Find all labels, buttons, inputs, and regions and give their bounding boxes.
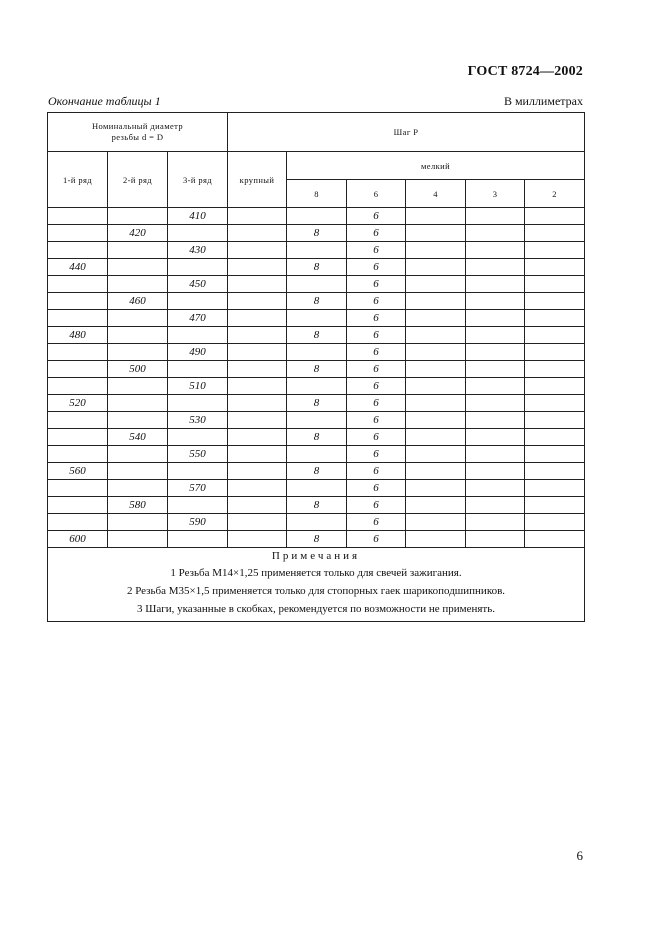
table-cell [228, 531, 287, 548]
table-row [48, 395, 585, 412]
table-cell [48, 429, 108, 446]
table-cell [48, 344, 108, 361]
table-cell: 8 [287, 361, 347, 378]
table-cell [168, 463, 228, 480]
table-cell [168, 259, 228, 276]
table-cell [287, 242, 347, 259]
col-header-row2: 2-й ряд [108, 152, 168, 208]
table-cell: 6 [347, 344, 406, 361]
table-cell: 460 [108, 293, 168, 310]
table-cell [228, 429, 287, 446]
table-cell [228, 276, 287, 293]
table-cell: 6 [347, 293, 406, 310]
page-number: 6 [576, 848, 583, 863]
table-row [48, 242, 585, 259]
table-row [48, 327, 585, 344]
table-row [48, 361, 585, 378]
table-row [48, 293, 585, 310]
table-cell [525, 395, 585, 412]
table-cell: 6 [347, 531, 406, 548]
table-cell [108, 395, 168, 412]
table-row [48, 412, 585, 429]
table-cell: 8 [287, 225, 347, 242]
table-cell [466, 412, 525, 429]
table-cell: 490 [168, 344, 228, 361]
table-cell [287, 446, 347, 463]
table-cell: 440 [48, 259, 108, 276]
table-cell [466, 225, 525, 242]
table-body [48, 208, 585, 622]
document-code: ГОСТ 8724—2002 [467, 64, 583, 79]
table-cell: 500 [108, 361, 168, 378]
table-cell [406, 327, 466, 344]
table-cell: 570 [168, 480, 228, 497]
table-cell [108, 327, 168, 344]
table-cell [228, 480, 287, 497]
table-cell: 430 [168, 242, 228, 259]
table-cell [228, 242, 287, 259]
table-cell [525, 429, 585, 446]
table-cell [525, 463, 585, 480]
table-cell [466, 242, 525, 259]
units-caption: В миллиметрах [503, 94, 583, 108]
table-cell: 470 [168, 310, 228, 327]
table-cell: 6 [347, 225, 406, 242]
table-cell [228, 310, 287, 327]
table-cell [406, 395, 466, 412]
table-cell [406, 412, 466, 429]
table-cell [525, 497, 585, 514]
table-cell [48, 310, 108, 327]
table-cell [525, 531, 585, 548]
table-cell [287, 514, 347, 531]
col-header-coarse: крупный [228, 152, 287, 208]
table-cell [48, 514, 108, 531]
table-cell: 6 [347, 463, 406, 480]
table-cell: 6 [347, 429, 406, 446]
table-cell: 520 [48, 395, 108, 412]
table-cell [406, 463, 466, 480]
table-cell [466, 344, 525, 361]
table-row [48, 531, 585, 548]
table-cell [228, 259, 287, 276]
note-1: 1 Резьба М14×1,25 применяется только для свечей зажигания. [170, 567, 462, 579]
table-cell [466, 531, 525, 548]
notes-cell [48, 548, 585, 622]
table-cell [228, 208, 287, 225]
table-cell [108, 344, 168, 361]
table-row [48, 225, 585, 242]
table-cell: 6 [347, 446, 406, 463]
note-3: 3 Шаги, указанные в скобках, рекомендуется по возможности не применять. [137, 603, 496, 615]
table-cell [168, 327, 228, 344]
table-row [48, 429, 585, 446]
table-cell [228, 293, 287, 310]
table-cell [525, 225, 585, 242]
table-cell [228, 361, 287, 378]
table-cell [228, 463, 287, 480]
table-cell [525, 293, 585, 310]
table-cell [108, 446, 168, 463]
table-cell [168, 293, 228, 310]
table-cell [525, 412, 585, 429]
table-cell: 8 [287, 429, 347, 446]
table-cell [228, 344, 287, 361]
table-cell [466, 395, 525, 412]
table-cell [466, 446, 525, 463]
nominal-diameter-header-line1: Номинальный диаметр [91, 121, 184, 131]
table-cell [48, 293, 108, 310]
table-cell [525, 344, 585, 361]
table-cell [108, 208, 168, 225]
col-header-fine-4: 4 [406, 180, 466, 208]
table-cell [168, 395, 228, 412]
table-cell: 6 [347, 412, 406, 429]
table-cell [466, 310, 525, 327]
thread-pitch-table [47, 112, 585, 622]
table-cell [108, 480, 168, 497]
table-cell [48, 480, 108, 497]
table-cell: 6 [347, 310, 406, 327]
table-cell [48, 225, 108, 242]
table-cell [48, 361, 108, 378]
col-header-row1: 1-й ряд [48, 152, 108, 208]
table-cell [228, 225, 287, 242]
table-cell [287, 310, 347, 327]
table-cell [525, 310, 585, 327]
table-cell [168, 429, 228, 446]
table-caption: Окончание таблицы 1 [48, 94, 161, 108]
table-cell [525, 514, 585, 531]
col-header-fine-6: 6 [347, 180, 406, 208]
table-cell [525, 480, 585, 497]
table-cell [168, 531, 228, 548]
table-cell [406, 497, 466, 514]
table-row [48, 208, 585, 225]
table-cell [48, 208, 108, 225]
pitch-header: Шаг P [228, 113, 585, 152]
table-cell [228, 446, 287, 463]
table-row [48, 259, 585, 276]
table-cell [406, 344, 466, 361]
table-row [48, 310, 585, 327]
col-header-fine-2: 2 [525, 180, 585, 208]
table-cell [525, 327, 585, 344]
table-row [48, 446, 585, 463]
table-cell [108, 531, 168, 548]
table-cell [406, 531, 466, 548]
table-cell [108, 310, 168, 327]
nominal-diameter-header [48, 113, 228, 152]
table-cell [108, 259, 168, 276]
table-cell: 410 [168, 208, 228, 225]
table-cell [228, 497, 287, 514]
table-row [48, 344, 585, 361]
table-cell [228, 412, 287, 429]
table-cell: 530 [168, 412, 228, 429]
table-cell: 8 [287, 293, 347, 310]
table-cell: 6 [347, 259, 406, 276]
table-cell [406, 446, 466, 463]
table-cell: 8 [287, 497, 347, 514]
table-cell [466, 293, 525, 310]
table-cell: 8 [287, 395, 347, 412]
table-cell: 6 [347, 395, 406, 412]
table-cell [48, 446, 108, 463]
table-cell [228, 378, 287, 395]
table-cell [406, 429, 466, 446]
table-cell: 8 [287, 327, 347, 344]
table-cell [466, 276, 525, 293]
table-cell [287, 378, 347, 395]
table-cell [525, 259, 585, 276]
table-cell [406, 480, 466, 497]
table-cell [525, 361, 585, 378]
table-cell [525, 208, 585, 225]
table-cell: 6 [347, 514, 406, 531]
table-cell: 6 [347, 480, 406, 497]
table-cell [406, 514, 466, 531]
table-cell [466, 361, 525, 378]
table-cell [168, 225, 228, 242]
table-cell [406, 276, 466, 293]
table-cell: 8 [287, 463, 347, 480]
table-cell [168, 361, 228, 378]
note-2: 2 Резьба М35×1,5 применяется только для стопорных гаек шарикоподшипников. [126, 585, 506, 597]
table-cell [108, 378, 168, 395]
table-row [48, 497, 585, 514]
table-cell [525, 276, 585, 293]
notes-title: Примечания [271, 550, 361, 562]
table-cell [287, 412, 347, 429]
table-cell [108, 463, 168, 480]
table-cell [287, 344, 347, 361]
table-cell [466, 327, 525, 344]
table-cell [525, 446, 585, 463]
col-header-fine-3: 3 [466, 180, 525, 208]
table-cell [406, 378, 466, 395]
table-cell [406, 310, 466, 327]
table-cell [466, 480, 525, 497]
table-cell [466, 514, 525, 531]
table-cell [48, 378, 108, 395]
table-cell: 510 [168, 378, 228, 395]
table-cell [406, 361, 466, 378]
table-cell [108, 276, 168, 293]
table-row [48, 480, 585, 497]
table-cell [466, 429, 525, 446]
fine-pitch-header: мелкий [287, 152, 585, 180]
table-cell [525, 378, 585, 395]
col-header-fine-8: 8 [287, 180, 347, 208]
table-cell [108, 514, 168, 531]
table-cell: 590 [168, 514, 228, 531]
table-cell [466, 463, 525, 480]
table-cell [287, 208, 347, 225]
table-cell [48, 412, 108, 429]
table-cell [108, 412, 168, 429]
table-cell [466, 497, 525, 514]
table-cell [48, 276, 108, 293]
table-cell: 6 [347, 276, 406, 293]
table-cell [48, 242, 108, 259]
table-cell [48, 497, 108, 514]
table-cell: 8 [287, 259, 347, 276]
table-cell [228, 514, 287, 531]
table-cell: 580 [108, 497, 168, 514]
table-cell: 6 [347, 361, 406, 378]
table-cell [406, 242, 466, 259]
table-cell: 6 [347, 327, 406, 344]
table-cell [228, 395, 287, 412]
table-cell: 6 [347, 242, 406, 259]
table-cell: 420 [108, 225, 168, 242]
table-cell: 480 [48, 327, 108, 344]
table-cell: 600 [48, 531, 108, 548]
nominal-diameter-header-line2: резьбы d = D [111, 132, 164, 142]
table-cell: 6 [347, 497, 406, 514]
table-cell [406, 293, 466, 310]
table-cell: 450 [168, 276, 228, 293]
table-cell [168, 497, 228, 514]
table-cell [466, 378, 525, 395]
table-row [48, 463, 585, 480]
table-cell: 6 [347, 378, 406, 395]
table-cell [228, 327, 287, 344]
table-cell [406, 259, 466, 276]
table-cell: 560 [48, 463, 108, 480]
table-row [48, 514, 585, 531]
col-header-row3: 3-й ряд [168, 152, 228, 208]
table-cell [108, 242, 168, 259]
table-cell [525, 242, 585, 259]
table-cell: 550 [168, 446, 228, 463]
table-cell: 540 [108, 429, 168, 446]
table-cell [287, 276, 347, 293]
table-row [48, 378, 585, 395]
table-cell: 8 [287, 531, 347, 548]
table-row [48, 276, 585, 293]
table-cell: 6 [347, 208, 406, 225]
table-cell [406, 208, 466, 225]
table-cell [406, 225, 466, 242]
table-cell [466, 259, 525, 276]
table-cell [466, 208, 525, 225]
table-cell [287, 480, 347, 497]
